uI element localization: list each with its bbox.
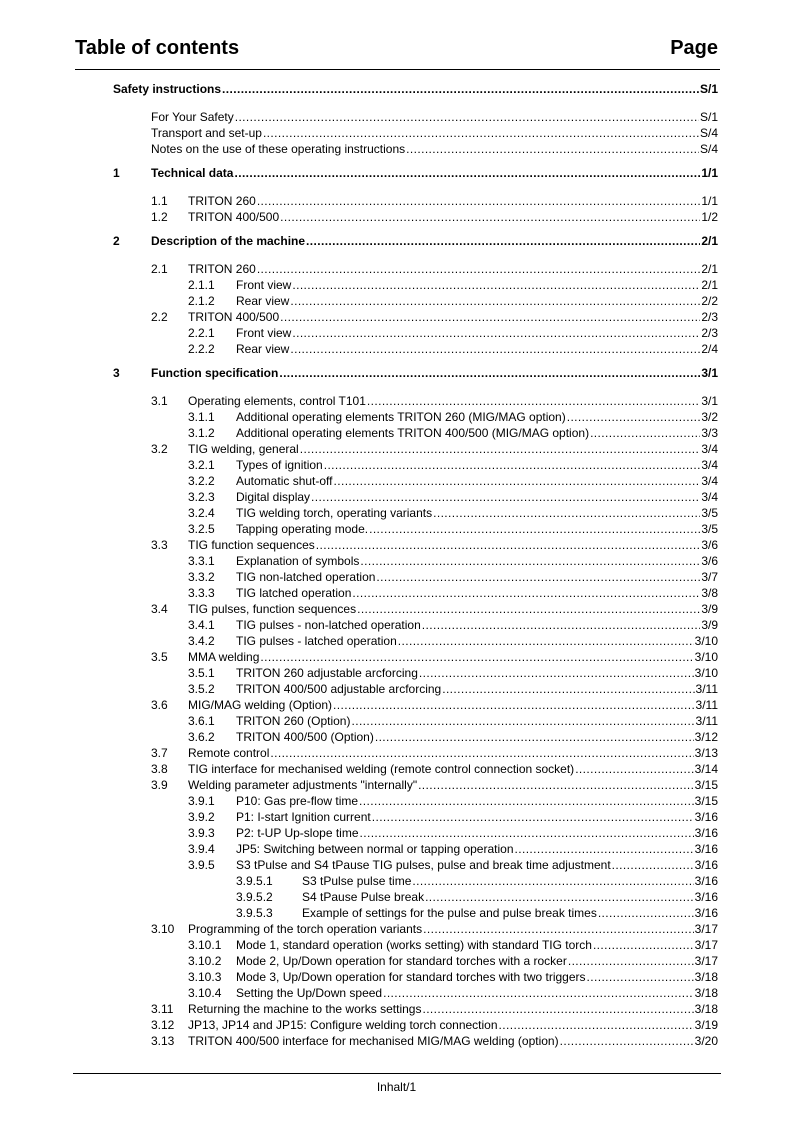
toc-entry — [151, 309, 718, 325]
toc-entry-page: 3/6 — [701, 554, 718, 568]
toc-entry-number: 3.9.5 — [188, 858, 215, 872]
dot-leader — [425, 889, 694, 905]
toc-entry-page: S/1 — [699, 110, 718, 124]
toc-entry-title: TIG welding torch, operating variants — [236, 506, 433, 520]
toc-entry-title: TIG pulses - non-latched operation — [236, 618, 421, 632]
toc-entry-page: 3/9 — [701, 618, 718, 632]
dot-leader — [290, 341, 700, 357]
toc-entry — [188, 985, 718, 1001]
toc-entry — [188, 569, 718, 585]
toc-entry-number: 3.9.5.2 — [236, 890, 273, 904]
toc-entry-title: Types of ignition — [236, 458, 323, 472]
toc-entry-title: Function specification — [151, 366, 279, 380]
dot-leader — [235, 109, 699, 125]
toc-entry-title: Explanation of symbols — [236, 554, 360, 568]
toc-entry-title: TRITON 400/500 (Option) — [236, 730, 374, 744]
toc-entry-page: 3/11 — [695, 714, 718, 728]
toc-entry-page: 2/1 — [701, 262, 718, 276]
toc-entry — [113, 165, 718, 181]
dot-leader — [590, 425, 700, 441]
toc-entry-number: 2.1.2 — [188, 294, 215, 308]
dot-leader — [316, 537, 701, 553]
toc-entry — [151, 1017, 718, 1033]
toc-entry-number: 3.4.2 — [188, 634, 215, 648]
dot-leader — [598, 905, 694, 921]
toc-entry-number: 3.2.4 — [188, 506, 215, 520]
toc-entry-title: P10: Gas pre-flow time — [236, 794, 359, 808]
toc-entry-title: TIG pulses, function sequences — [188, 602, 357, 616]
toc-entry-page: 3/10 — [694, 634, 718, 648]
dot-leader — [433, 505, 700, 521]
dot-leader — [422, 617, 701, 633]
toc-entry-title: Mode 1, standard operation (works setting) with standard TIG torch — [236, 938, 592, 952]
toc-entry-number: 3.12 — [151, 1018, 175, 1032]
dot-leader — [383, 985, 694, 1001]
toc-entry — [151, 209, 718, 225]
toc-entry — [151, 393, 718, 409]
toc-entry — [151, 761, 718, 777]
toc-entry — [151, 745, 718, 761]
dot-leader — [360, 825, 694, 841]
toc-entry-title: Mode 2, Up/Down operation for standard torches with a rocker — [236, 954, 567, 968]
toc-entry — [151, 649, 718, 665]
toc-entry-page: S/4 — [699, 126, 718, 140]
toc-entry-number: 1 — [113, 166, 120, 180]
dot-leader — [279, 365, 700, 381]
toc-entry-title: MMA welding — [188, 650, 260, 664]
toc-entry-title: Automatic shut-off — [236, 474, 333, 488]
toc-entry-title: TIG non-latched operation — [236, 570, 376, 584]
toc-entry-page: 3/18 — [694, 970, 718, 984]
toc-entry-title: TIG interface for mechanised welding (remote control connection socket) — [188, 762, 575, 776]
toc-entry-number: 2 — [113, 234, 120, 248]
toc-entry — [188, 473, 718, 489]
toc-entry-title: MIG/MAG welding (Option) — [188, 698, 333, 712]
dot-leader — [222, 81, 699, 97]
toc-entry-title: TRITON 260 adjustable arcforcing — [236, 666, 418, 680]
toc-entry — [151, 1001, 718, 1017]
toc-entry — [188, 937, 718, 953]
toc-entry — [151, 109, 718, 125]
toc-entry-number: 3.2.5 — [188, 522, 215, 536]
dot-leader — [311, 489, 700, 505]
dot-leader — [263, 125, 699, 141]
toc-entry-number: 3.1.1 — [188, 410, 215, 424]
dot-leader — [593, 937, 694, 953]
dot-leader — [324, 457, 701, 473]
toc-entry — [188, 457, 718, 473]
toc-entry-title: Welding parameter adjustments "internally" — [188, 778, 418, 792]
toc-entry-page: 3/16 — [694, 874, 718, 888]
toc-entry-title: Technical data — [151, 166, 234, 180]
page-column-label: Page — [670, 37, 718, 59]
toc-entry-page: 3/15 — [694, 778, 718, 792]
toc-entry-title: TRITON 400/500 adjustable arcforcing — [236, 682, 442, 696]
toc-entry-title: Additional operating elements TRITON 260 (MIG/MAG option) — [236, 410, 566, 424]
toc-entry-title: Returning the machine to the works settings — [188, 1002, 422, 1016]
toc-entry-number: 2.2.2 — [188, 342, 215, 356]
dot-leader — [300, 441, 701, 457]
dot-leader — [419, 665, 694, 681]
toc-entry-page: 1/1 — [701, 194, 718, 208]
toc-entry-title: Notes on the use of these operating instructions — [151, 142, 406, 156]
dot-leader — [372, 809, 694, 825]
toc-entry-page: 2/4 — [701, 342, 718, 356]
dot-leader — [375, 729, 694, 745]
toc-entry-number: 3.4 — [151, 602, 168, 616]
toc-entry-page: 3/10 — [694, 650, 718, 664]
toc-entry-number: 3.6.1 — [188, 714, 215, 728]
toc-entry-number: 3.5 — [151, 650, 168, 664]
dot-leader — [280, 309, 700, 325]
toc-entry-page: 2/3 — [701, 310, 718, 324]
toc-entry-title: Rear view — [236, 294, 290, 308]
dot-leader — [280, 209, 700, 225]
toc-entry-number: 1.1 — [151, 194, 168, 208]
toc-entry-page: 2/1 — [701, 234, 718, 248]
toc-entry-number: 3.3 — [151, 538, 168, 552]
dot-leader — [360, 553, 700, 569]
toc-entry-page: 3/3 — [701, 426, 718, 440]
toc-entry-page: 3/9 — [701, 602, 718, 616]
dot-leader — [306, 233, 700, 249]
toc-entry-number: 3.6.2 — [188, 730, 215, 744]
toc-entry-page: 3/18 — [694, 1002, 718, 1016]
toc-entry — [188, 293, 718, 309]
dot-leader — [515, 841, 694, 857]
toc-entry-title: TIG welding, general — [188, 442, 299, 456]
toc-entry — [188, 553, 718, 569]
toc-entry-title: Operating elements, control T101 — [188, 394, 366, 408]
toc-entry — [188, 665, 718, 681]
toc-entry — [113, 233, 718, 249]
dot-leader — [369, 521, 700, 537]
toc-entry-number: 3 — [113, 366, 120, 380]
toc-entry-page: 3/17 — [694, 954, 718, 968]
toc-entry — [188, 277, 718, 293]
toc-entry-title: P2: t-UP Up-slope time — [236, 826, 359, 840]
toc-entry-title: JP13, JP14 and JP15: Configure welding torch connection — [188, 1018, 498, 1032]
toc-entry-number: 3.10.1 — [188, 938, 222, 952]
toc-entry-page: 3/4 — [701, 442, 718, 456]
toc-entry — [113, 365, 718, 381]
dot-leader — [234, 165, 700, 181]
toc-entry-title: S3 tPulse pulse time — [302, 874, 412, 888]
toc-entry — [188, 969, 718, 985]
toc-entry-page: 3/13 — [694, 746, 718, 760]
toc-entry-number: 3.3.1 — [188, 554, 215, 568]
toc-entry-page: S/4 — [699, 142, 718, 156]
toc-entry — [151, 921, 718, 937]
toc-entry-page: 3/17 — [694, 922, 718, 936]
toc-entry-page: S/1 — [699, 82, 718, 96]
toc-entry-page: 3/4 — [701, 458, 718, 472]
toc-entry-page: 3/7 — [701, 570, 718, 584]
dot-leader — [406, 141, 699, 157]
dot-leader — [351, 713, 694, 729]
toc-entry-number: 3.10.4 — [188, 986, 222, 1000]
dot-leader — [357, 601, 700, 617]
toc-entry-number: 2.2.1 — [188, 326, 215, 340]
toc-entry-page: 3/16 — [694, 842, 718, 856]
toc-entry — [188, 857, 718, 873]
toc-entry-number: 3.3.2 — [188, 570, 215, 584]
toc-entry-number: 3.3.3 — [188, 586, 215, 600]
toc-entry — [151, 441, 718, 457]
toc-entry-number: 3.10 — [151, 922, 175, 936]
toc-entry-number: 3.9.5.1 — [236, 874, 273, 888]
dot-leader — [587, 969, 694, 985]
toc-entry-page: 3/16 — [694, 826, 718, 840]
toc-entry — [151, 261, 718, 277]
toc-entry-page: 3/18 — [694, 986, 718, 1000]
toc-entry — [188, 713, 718, 729]
toc-entry — [151, 537, 718, 553]
toc-entry-title: For Your Safety — [151, 110, 234, 124]
toc-title: Table of contents — [75, 37, 240, 59]
toc-entry-title: Setting the Up/Down speed — [236, 986, 383, 1000]
toc-entry — [188, 521, 718, 537]
toc-entry-number: 3.1.2 — [188, 426, 215, 440]
toc-entry-title: Tapping operating mode. — [236, 522, 369, 536]
toc-entry-title: TIG pulses - latched operation — [236, 634, 397, 648]
toc-entry-number: 3.13 — [151, 1034, 175, 1048]
dot-leader — [292, 325, 700, 341]
toc-entry-page: 3/12 — [694, 730, 718, 744]
toc-entry-title: JP5: Switching between normal or tapping operation — [236, 842, 514, 856]
toc-entry-page: 1/1 — [701, 166, 718, 180]
dot-leader — [290, 293, 700, 309]
dot-leader — [422, 1001, 693, 1017]
toc-entry-number: 3.2.1 — [188, 458, 215, 472]
dot-leader — [270, 745, 693, 761]
dot-leader — [499, 1017, 694, 1033]
toc-entry-page: 3/11 — [695, 698, 718, 712]
toc-entry-number: 2.2 — [151, 310, 168, 324]
toc-entry-page: 2/3 — [701, 326, 718, 340]
toc-entry-page: 2/1 — [701, 278, 718, 292]
toc-entry — [151, 193, 718, 209]
toc-entry-title: Digital display — [236, 490, 311, 504]
dot-leader — [575, 761, 693, 777]
toc-entry — [188, 617, 718, 633]
toc-entry-title: TIG function sequences — [188, 538, 315, 552]
toc-entry-title: Remote control — [188, 746, 270, 760]
toc-entry — [188, 505, 718, 521]
dot-leader — [376, 569, 700, 585]
toc-entry-title: P1: I-start Ignition current — [236, 810, 371, 824]
toc-entry-page: 2/2 — [701, 294, 718, 308]
toc-entry-number: 3.5.2 — [188, 682, 215, 696]
toc-entry — [236, 889, 718, 905]
toc-entry-number: 3.8 — [151, 762, 168, 776]
toc-entry — [151, 697, 718, 713]
toc-entry-number: 3.4.1 — [188, 618, 215, 632]
toc-entry-title: Example of settings for the pulse and pulse break times — [302, 906, 597, 920]
toc-entry-title: TRITON 260 (Option) — [236, 714, 351, 728]
dot-leader — [257, 261, 701, 277]
toc-entry-number: 2.1 — [151, 262, 168, 276]
toc-entry — [151, 601, 718, 617]
dot-leader — [568, 953, 694, 969]
toc-entry-title: TIG latched operation — [236, 586, 352, 600]
toc-entry-title: TRITON 260 — [188, 262, 256, 276]
toc-entry-page: 3/8 — [701, 586, 718, 600]
toc-entry-page: 1/2 — [701, 210, 718, 224]
toc-entry-number: 2.1.1 — [188, 278, 215, 292]
toc-entry-title: Front view — [236, 278, 292, 292]
toc-entry-page: 3/19 — [694, 1018, 718, 1032]
toc-entry-title: S3 tPulse and S4 tPause TIG pulses, pulse and break time adjustment — [236, 858, 611, 872]
toc-entry-page: 3/2 — [701, 410, 718, 424]
toc-entry-number: 3.1 — [151, 394, 168, 408]
toc-entry-title: TRITON 400/500 — [188, 310, 280, 324]
toc-entry — [236, 873, 718, 889]
toc-entry-title: TRITON 260 — [188, 194, 256, 208]
toc-entry-page: 3/16 — [694, 906, 718, 920]
toc-entry — [188, 489, 718, 505]
toc-entry-title: S4 tPause Pulse break — [302, 890, 425, 904]
toc-entry-page: 3/20 — [694, 1034, 718, 1048]
toc-entry-title: TRITON 400/500 — [188, 210, 280, 224]
dot-leader — [442, 681, 694, 697]
toc-entry — [188, 633, 718, 649]
toc-entry-number: 3.9.5.3 — [236, 906, 273, 920]
toc-entry-number: 3.9.1 — [188, 794, 215, 808]
toc-entry-title: Description of the machine — [151, 234, 306, 248]
toc-entry — [236, 905, 718, 921]
toc-entry — [151, 777, 718, 793]
toc-entry-page: 3/5 — [701, 522, 718, 536]
toc-entry — [188, 729, 718, 745]
toc-entry-page: 3/11 — [695, 682, 718, 696]
toc-entry-page: 3/16 — [694, 890, 718, 904]
toc-entry-page: 3/1 — [701, 366, 718, 380]
dot-leader — [423, 921, 694, 937]
toc-entry-page: 3/6 — [701, 538, 718, 552]
toc-entry-title: Safety instructions — [113, 82, 222, 96]
dot-leader — [334, 473, 701, 489]
toc-entry-number: 3.9.2 — [188, 810, 215, 824]
toc-entry — [188, 953, 718, 969]
toc-entry-title: Transport and set-up — [151, 126, 262, 140]
toc-entry — [113, 81, 718, 97]
toc-entry-title: Additional operating elements TRITON 400/500 (MIG/MAG option) — [236, 426, 590, 440]
toc-entry-number: 3.7 — [151, 746, 168, 760]
toc-entry — [188, 585, 718, 601]
dot-leader — [352, 585, 700, 601]
toc-entry — [188, 809, 718, 825]
toc-entry-title: Front view — [236, 326, 292, 340]
toc-entry-page: 3/10 — [694, 666, 718, 680]
dot-leader — [367, 393, 700, 409]
toc-entry — [188, 681, 718, 697]
toc-entry — [188, 409, 718, 425]
dot-leader — [412, 873, 693, 889]
dot-leader — [333, 697, 694, 713]
toc-entry-page: 3/14 — [694, 762, 718, 776]
toc-entry-number: 1.2 — [151, 210, 168, 224]
toc-entry-title: Programming of the torch operation variants — [188, 922, 423, 936]
toc-entry-number: 3.2 — [151, 442, 168, 456]
toc-entry-number: 3.10.2 — [188, 954, 222, 968]
dot-leader — [418, 777, 694, 793]
toc-entry-number: 3.9.3 — [188, 826, 215, 840]
toc-entry — [188, 841, 718, 857]
toc-entry — [151, 141, 718, 157]
toc-entry-title: Mode 3, Up/Down operation for standard torches with two triggers — [236, 970, 586, 984]
toc-entry — [151, 125, 718, 141]
toc-entry — [188, 425, 718, 441]
toc-entry-number: 3.11 — [151, 1002, 174, 1016]
footer-divider — [73, 1073, 721, 1074]
dot-leader — [612, 857, 694, 873]
toc-entry-page: 3/5 — [701, 506, 718, 520]
toc-entry-page: 3/1 — [701, 394, 718, 408]
toc-entry — [188, 325, 718, 341]
toc-entry-page: 3/4 — [701, 490, 718, 504]
toc-entry-number: 3.5.1 — [188, 666, 215, 680]
toc-entry — [188, 825, 718, 841]
toc-entry-number: 3.9.4 — [188, 842, 215, 856]
toc-entry-page: 3/4 — [701, 474, 718, 488]
toc-entry-number: 3.2.3 — [188, 490, 215, 504]
dot-leader — [567, 409, 701, 425]
toc-entry — [188, 793, 718, 809]
toc-entry-page: 3/15 — [694, 794, 718, 808]
toc-entry-page: 3/16 — [694, 858, 718, 872]
toc-entry-page: 3/17 — [694, 938, 718, 952]
dot-leader — [260, 649, 693, 665]
toc-entry-number: 3.9 — [151, 778, 168, 792]
dot-leader — [292, 277, 700, 293]
toc-entry-number: 3.6 — [151, 698, 168, 712]
toc-entry-number: 3.10.3 — [188, 970, 222, 984]
toc-entry — [151, 1033, 718, 1049]
toc-entry-title: TRITON 400/500 interface for mechanised MIG/MAG welding (option) — [188, 1034, 559, 1048]
dot-leader — [560, 1033, 694, 1049]
page-footer: Inhalt/1 — [376, 1080, 417, 1094]
dot-leader — [359, 793, 694, 809]
dot-leader — [398, 633, 694, 649]
toc-entry-page: 3/16 — [694, 810, 718, 824]
dot-leader — [257, 193, 701, 209]
toc-entry-number: 3.2.2 — [188, 474, 215, 488]
toc-entry — [188, 341, 718, 357]
toc-entry-title: Rear view — [236, 342, 290, 356]
